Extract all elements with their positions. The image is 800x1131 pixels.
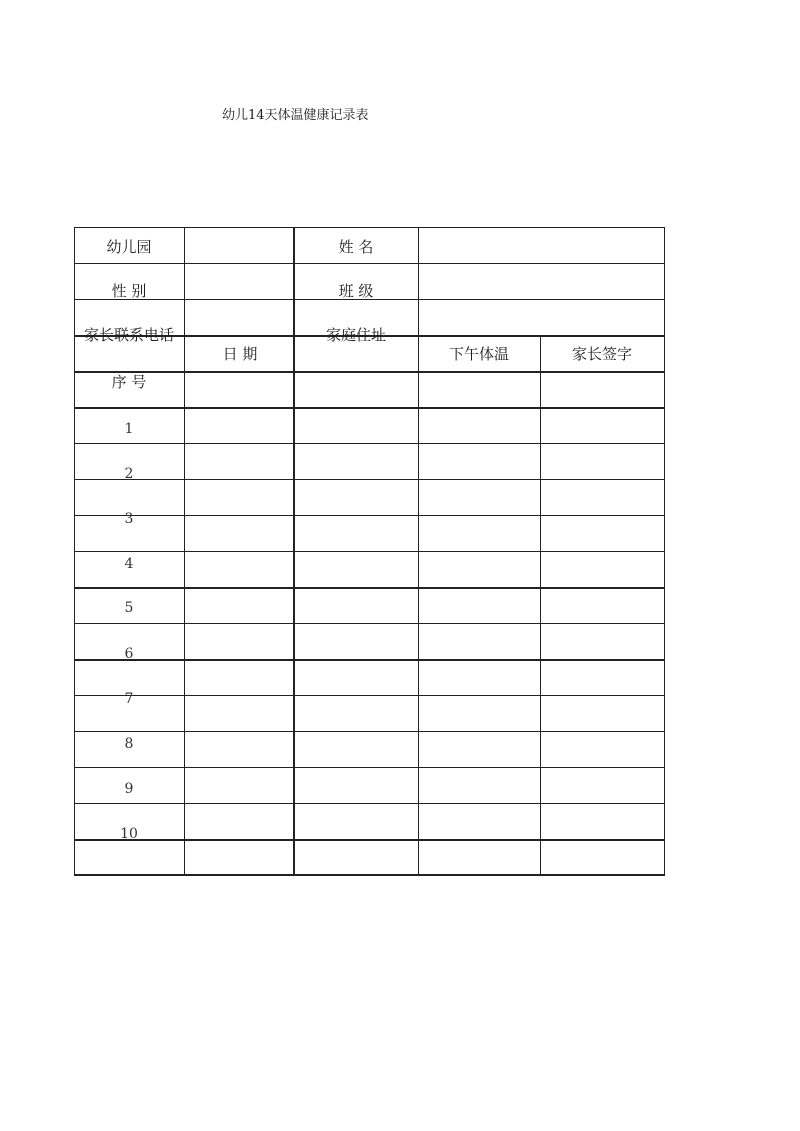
table-border-bottom <box>74 874 665 876</box>
row-divider <box>74 407 665 409</box>
row-divider <box>74 263 665 264</box>
row-number: 4 <box>124 556 134 572</box>
row-number: 1 <box>124 421 134 437</box>
table-border-left <box>74 227 75 876</box>
row-divider <box>74 659 665 661</box>
name-label: 姓 名 <box>338 238 374 256</box>
column-divider <box>184 227 185 876</box>
parent-signature-header: 家长签字 <box>571 345 633 363</box>
row-number: 7 <box>124 691 134 707</box>
row-number: 2 <box>124 466 134 482</box>
row-number: 9 <box>124 781 134 797</box>
row-divider <box>74 551 665 552</box>
row-number: 8 <box>124 736 134 752</box>
home-address-label: 家庭住址 <box>325 326 387 344</box>
row-divider <box>74 695 665 696</box>
column-divider <box>540 335 541 876</box>
class-label: 班 级 <box>338 282 374 300</box>
date-header: 日 期 <box>222 345 258 363</box>
row-number: 3 <box>124 511 134 527</box>
row-divider <box>74 623 665 624</box>
gender-label: 性 别 <box>111 282 147 300</box>
afternoon-temp-header: 下午体温 <box>448 345 510 363</box>
row-divider <box>74 839 665 841</box>
row-divider <box>74 515 665 516</box>
row-divider <box>74 479 665 480</box>
column-divider <box>418 227 419 876</box>
table-border-right <box>664 227 665 876</box>
row-divider <box>74 587 665 589</box>
column-divider <box>293 227 295 876</box>
row-number: 10 <box>120 826 138 842</box>
row-number: 6 <box>124 646 134 662</box>
row-divider <box>74 731 665 732</box>
row-divider <box>74 803 665 804</box>
parent-phone-label: 家长联系电话 <box>83 326 175 344</box>
row-divider <box>74 767 665 768</box>
kindergarten-label: 幼儿园 <box>106 238 152 256</box>
index-header: 序 号 <box>111 373 147 391</box>
document-title: 幼儿14天体温健康记录表 <box>222 108 369 123</box>
row-divider <box>74 443 665 444</box>
row-number: 5 <box>124 600 134 616</box>
table-border-top <box>74 227 665 228</box>
row-divider <box>74 371 665 373</box>
